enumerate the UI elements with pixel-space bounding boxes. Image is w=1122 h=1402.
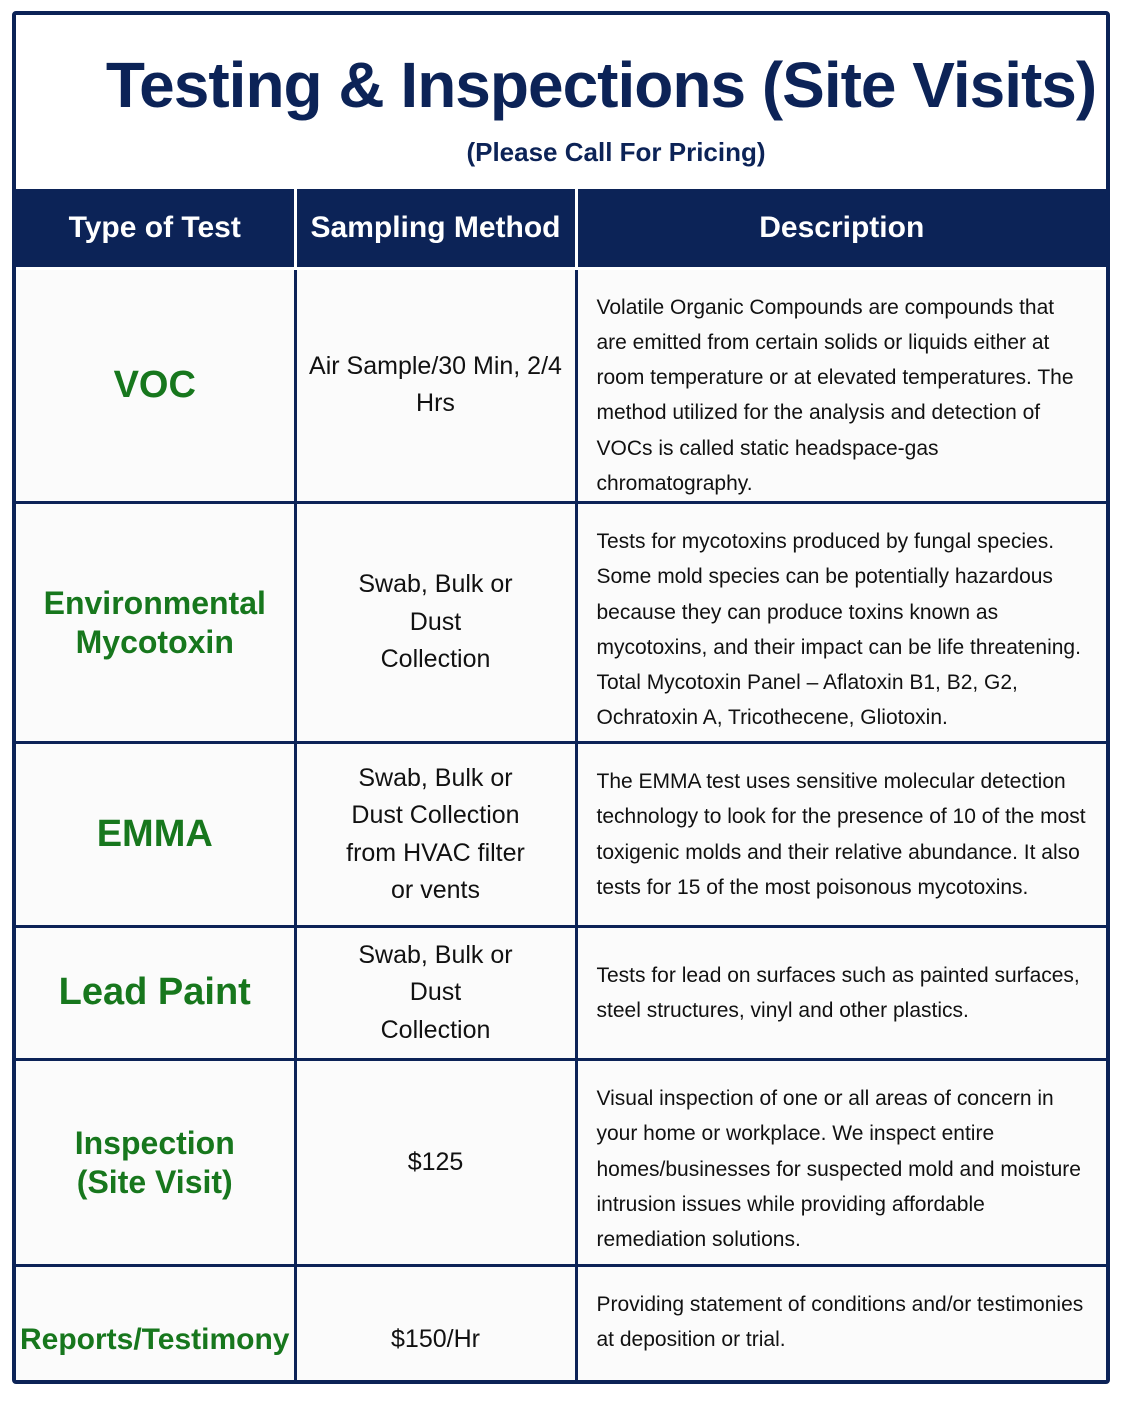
column-header-description: Description — [576, 189, 1106, 268]
test-type: Inspection (Site Visit) — [16, 1060, 295, 1266]
tests-table — [16, 189, 1106, 1384]
sampling-method: $125 — [295, 1060, 576, 1266]
test-description: Tests for lead on surfaces such as painted surfaces, steel structures, vinyl and other plastics. — [576, 927, 1106, 1060]
test-description: Providing statement of conditions and/or testimonies at deposition or trial. — [576, 1266, 1106, 1384]
test-type: EMMA — [16, 743, 295, 927]
header — [16, 15, 1106, 189]
test-type: Lead Paint — [16, 927, 295, 1060]
table-row — [16, 743, 1106, 927]
sampling-method: Air Sample/30 Min, 2/4 Hrs — [295, 268, 576, 503]
table-row — [16, 503, 1106, 743]
test-description: The EMMA test uses sensitive molecular detection technology to look for the presence of 10 of the most toxigenic molds and their relative abundance. It also tests for 15 of the most poisonous mycotoxins. — [576, 743, 1106, 927]
sampling-method: Swab, Bulk or Dust Collection from HVAC filter or vents — [295, 743, 576, 927]
table-row — [16, 1266, 1106, 1384]
test-description: Tests for mycotoxins produced by fungal species. Some mold species can be potentially hazardous because they can produce toxins known as mycotoxins, and their impact can be life threatening. Total Mycotoxin Panel – Aflatoxin B1, B2, G2, Ochratoxin A, Tricothecene, Gliotoxin. — [576, 503, 1106, 743]
sampling-method: Swab, Bulk or Dust Collection — [295, 927, 576, 1060]
column-header-method: Sampling Method — [295, 189, 576, 268]
table-row — [16, 1060, 1106, 1266]
sampling-method: $150/Hr — [295, 1266, 576, 1384]
test-description: Volatile Organic Compounds are compounds that are emitted from certain solids or liquids either at room temperature or at elevated temperatures. The method utilized for the analysis and detection of VOCs is called static headspace-gas chromatography. — [576, 268, 1106, 503]
test-description: Visual inspection of one or all areas of concern in your home or workplace. We inspect entire homes/businesses for suspected mold and moisture intrusion issues while providing affordable remediation solutions. — [576, 1060, 1106, 1266]
test-type: VOC — [16, 268, 295, 503]
page-title: Testing & Inspections (Site Visits) — [105, 49, 1097, 121]
test-type: Environmental Mycotoxin — [16, 503, 295, 743]
sampling-method: Swab, Bulk or Dust Collection — [295, 503, 576, 743]
test-type: Reports/Testimony — [16, 1266, 295, 1384]
table-header-row — [16, 189, 1106, 268]
pricing-sheet — [12, 11, 1110, 1384]
table-row — [16, 927, 1106, 1060]
column-header-type: Type of Test — [16, 189, 295, 268]
table-row — [16, 268, 1106, 503]
page-subtitle: (Please Call For Pricing) — [466, 137, 766, 167]
